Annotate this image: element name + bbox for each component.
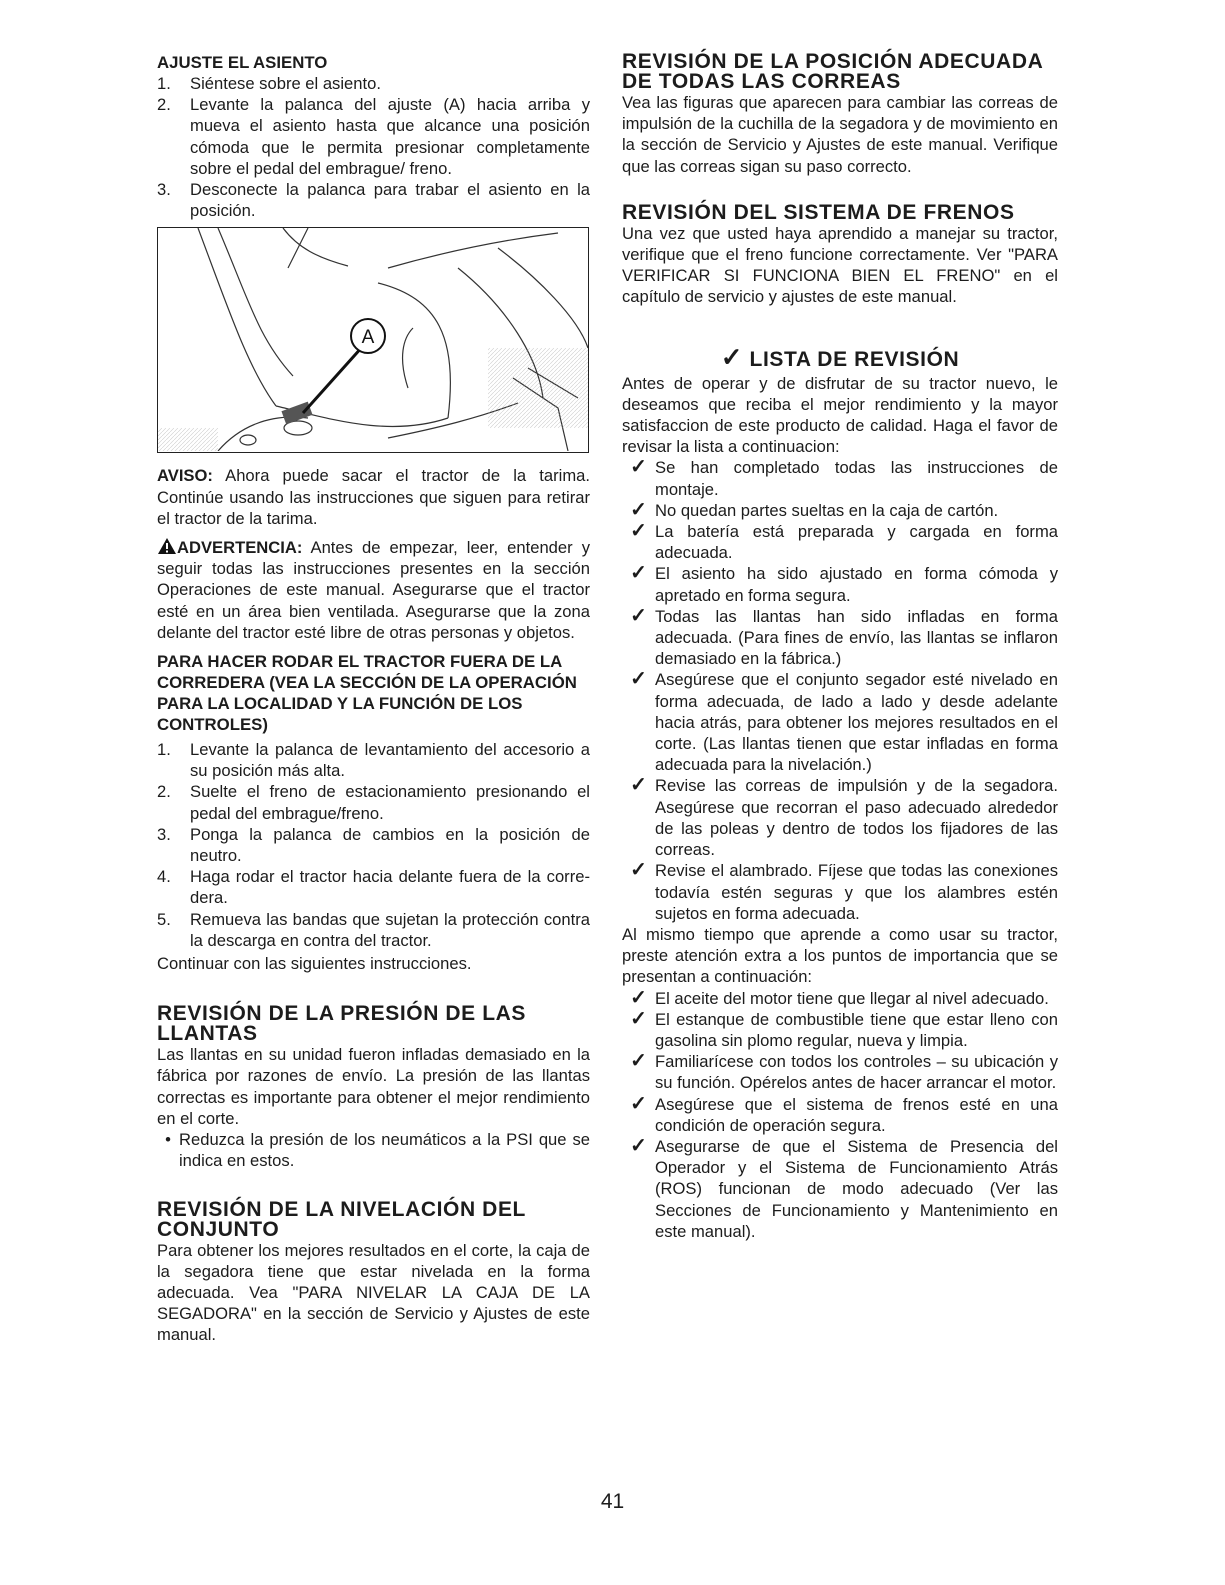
- checklist-item-text: El asiento ha sido ajustado en forma cómoda y apretado en forma segura.: [655, 564, 1058, 605]
- check-icon: ✓: [630, 604, 647, 627]
- checklist-item-text: Asegúrese que el conjunto segador esté nivelado en forma adecuada, de lado a lado y desde adelante hacia atrás, para obtener los mejores resultados en el corte. (Las llantas tienen que estar infladas en forma adecuada para la nivelación.): [655, 670, 1058, 775]
- frenos-text: Una vez que usted haya aprendido a manejar su tractor, verifique que el freno funcione correctamente. Ver "PARA VERIFICAR SI FUNCIONA BIEN EL FRENO" en el capítulo de servicio y ajustes de este manual.: [622, 223, 1058, 307]
- checklist-item: [622, 1094, 1058, 1136]
- step-item: [157, 739, 590, 781]
- checklist-2: [622, 988, 1058, 1242]
- lista-heading: [622, 342, 1058, 373]
- checklist-item: [622, 1136, 1058, 1242]
- step-number: 4.: [157, 867, 171, 887]
- step-text: Ponga la palanca de cambios en la posición de neutro.: [190, 824, 590, 866]
- step-text: Suelte el freno de estacionamiento presionando el pedal del embrague/freno.: [190, 782, 590, 823]
- check-icon: ✓: [630, 1050, 647, 1073]
- checklist-item: [622, 1009, 1058, 1051]
- checklist-item-text: Revise las correas de impulsión y de la segadora. Asegúrese que recorran el paso adecuado alrededor de las poleas y dentro de todos los fijadores de las correas.: [655, 776, 1058, 860]
- checklist-item: [622, 1051, 1058, 1093]
- correas-text: Vea las figuras que aparecen para cambiar las correas de impulsión de la cuchilla de la segadora y de movimiento en la sección de Servicio y Ajustes de este manual. Verifique que las correas sigan su paso correcto.: [622, 93, 1058, 176]
- checklist-item-text: Todas las llantas han sido infladas en forma adecuada. (Para fines de envío, las llantas se inflaron demasiado en la fábrica.): [655, 606, 1058, 669]
- rodar-steps-list: [157, 739, 590, 951]
- check-icon: ✓: [630, 520, 647, 543]
- nivelacion-text: Para obtener los mejores resultados en el corte, la caja de la segadora tiene que estar nivelada en la forma adecuada. Vea "PARA NIVELAR LA CAJA DE LA SEGADORA" en la sección de Servicio y Ajustes de este manual.: [157, 1240, 590, 1345]
- checklist-item: [622, 669, 1058, 775]
- checklist-item: [622, 521, 1058, 563]
- step-number: 1.: [157, 74, 171, 93]
- step-item: [157, 94, 590, 179]
- check-icon: ✓: [720, 341, 744, 372]
- lista-intro: Antes de operar y de disfrutar de su tractor nuevo, le deseamos que reciba el mejor rendimiento y la mayor satisfaccion de este producto de calidad. Haga el favor de revisar la lista a continuacion:: [622, 373, 1058, 457]
- step-number: 1.: [157, 740, 171, 760]
- page-number: 41: [600, 1490, 625, 1513]
- checklist-item-text: No quedan partes sueltas en la caja de cartón.: [655, 500, 999, 520]
- step-item: [157, 781, 590, 823]
- check-icon: ✓: [630, 774, 647, 797]
- right-column: [622, 52, 1058, 1242]
- left-column: [157, 52, 590, 1346]
- correas-heading: REVISIÓN DE LA POSICIÓN ADECUADA DE TODAS LAS CORREAS: [622, 50, 1043, 93]
- step-text: Siéntese sobre el asiento.: [190, 74, 381, 93]
- checklist-item: [622, 860, 1058, 924]
- checklist-item: [622, 500, 1058, 521]
- step-text: Desconecte la palanca para trabar el asiento en la posición.: [190, 180, 590, 221]
- aviso-paragraph: [157, 465, 590, 529]
- checklist-item-text: La batería está preparada y cargada en forma adecuada.: [655, 522, 1058, 563]
- check-icon: ✓: [630, 1007, 647, 1030]
- checklist-item: [622, 606, 1058, 670]
- check-icon: ✓: [630, 1092, 647, 1115]
- checklist-item-text: Se han completado todas las instrucciones de montaje.: [655, 458, 1058, 499]
- check-icon: ✓: [630, 668, 647, 691]
- step-item: [157, 909, 590, 951]
- presion-bullet: • Reduzca la presión de los neumáticos a la PSI que se indica en estos.: [165, 1130, 590, 1171]
- checklist-item: [622, 775, 1058, 860]
- advertencia-label: ADVERTENCIA:: [177, 538, 303, 558]
- step-text: Levante la palanca de levantamiento del accesorio a su posición más alta.: [190, 740, 590, 781]
- step-number: 5.: [157, 909, 171, 929]
- step-item: [157, 824, 590, 866]
- lista-title: LISTA DE REVISIÓN: [749, 347, 960, 371]
- step-number: 2.: [157, 782, 171, 802]
- checklist-item-text: El aceite del motor tiene que llegar al nivel adecuado.: [655, 988, 1049, 1008]
- step-number: 3.: [157, 180, 171, 200]
- aviso-text: Ahora puede sacar el tractor de la tarima. Continúe usando las instrucciones que siguen para retirar el tractor de la tarima.: [157, 466, 590, 528]
- seat-illustration: [158, 228, 588, 451]
- step-number: 2.: [157, 95, 171, 115]
- seat-steps-list: [157, 73, 590, 221]
- checklist-item: [622, 988, 1058, 1009]
- lista-middle: Al mismo tiempo que aprende a como usar su tractor, preste atención extra a los puntos de importancia que se presentan a continuación:: [622, 924, 1058, 987]
- aviso-label: AVISO:: [157, 466, 213, 486]
- advertencia-paragraph: [157, 537, 590, 643]
- presion-heading: REVISIÓN DE LA PRESIÓN DE LAS LLANTAS: [157, 1002, 527, 1046]
- check-icon: ✓: [630, 986, 647, 1009]
- step-item: [157, 179, 590, 221]
- rodar-heading: PARA HACER RODAR EL TRACTOR FUERA DE LA CORREDERA (VEA LA SECCIÓN DE LA OPERACIÓN PARA LA LOCALIDAD Y LA FUNCIÓN DE LOS CONTROLES): [157, 652, 577, 735]
- checklist-item: [622, 457, 1058, 499]
- checklist-item-text: Asegurarse de que el Sistema de Presencia del Operador y el Sistema de Funcionamiento Atrás (ROS) funcionan de modo adecuado (Ver las Secciones de Funcionamiento y Mantenimiento en este manual).: [655, 1136, 1058, 1241]
- checklist-item-text: Familiarícese con todos los controles – su ubicación y su función. Opérelos antes de hacer arrancar el motor.: [655, 1052, 1058, 1093]
- step-text: Remueva las bandas que sujetan la protección contra la descarga en contra del tractor.: [190, 909, 590, 950]
- step-text: Levante la palanca del ajuste (A) hacia arriba y mueva el asiento hasta que alcance una posición cómoda que le permita presionar completamente sobre el pedal del embrague/ freno.: [190, 95, 590, 178]
- check-icon: ✓: [630, 456, 647, 479]
- seat-heading: AJUSTE EL ASIENTO: [157, 53, 328, 72]
- nivelacion-heading: REVISIÓN DE LA NIVELACIÓN DEL CONJUNTO: [157, 1197, 526, 1241]
- presion-text: Las llantas en su unidad fueron infladas demasiado en la fábrica por razones de envío. La presión de las llantas correctas es importante para obtener el mejor rendimiento en el corte.: [157, 1045, 590, 1128]
- checklist-item-text: Revise el alambrado. Fíjese que todas las conexiones todavía estén seguras y que los alambres estén sujetos en forma adecuada.: [655, 861, 1058, 923]
- frenos-heading: REVISIÓN DEL SISTEMA DE FRENOS: [622, 200, 1015, 224]
- checklist-1: [622, 457, 1058, 923]
- advertencia-text: Antes de empezar, leer, entender y seguir todas las instrucciones presentes en la sección Operaciones de este manual. Asegurarse que el tractor esté en un área bien ventilada. Asegurarse que la zona delante del tractor esté libre de otras personas y objetos.: [157, 538, 590, 642]
- checklist-item-text: Asegúrese que el sistema de frenos esté en una condición de operación segura.: [655, 1094, 1058, 1135]
- step-text: Haga rodar el tractor hacia delante fuera de la corre-dera.: [190, 867, 590, 908]
- check-icon: ✓: [630, 562, 647, 585]
- figure-callout-label: A: [361, 327, 375, 349]
- check-icon: ✓: [630, 859, 647, 882]
- step-number: 3.: [157, 824, 171, 844]
- checklist-item: [622, 563, 1058, 605]
- warning-triangle-icon: [157, 537, 177, 555]
- seat-adjust-figure: [157, 227, 589, 453]
- check-icon: ✓: [630, 498, 647, 521]
- step-item: [157, 73, 590, 94]
- continuar-text: Continuar con las siguientes instrucciones.: [157, 954, 472, 974]
- checklist-item-text: El estanque de combustible tiene que estar lleno con gasolina sin plomo regular, nueva y limpia.: [655, 1009, 1058, 1050]
- check-icon: ✓: [630, 1134, 647, 1157]
- step-item: [157, 866, 590, 908]
